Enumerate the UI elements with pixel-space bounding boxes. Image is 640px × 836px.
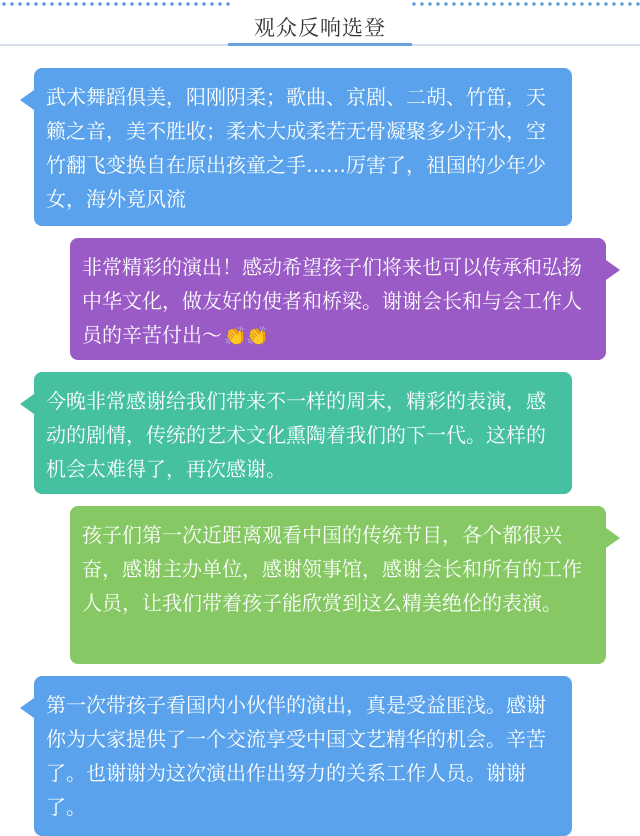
comment-bubble-5 xyxy=(34,676,572,836)
page-title: 观众反响选登 xyxy=(254,16,386,40)
clapping-hands-icon: 👏👏 xyxy=(224,326,269,347)
header-divider-accent xyxy=(228,43,412,46)
comment-text: 武术舞蹈俱美，阳刚阴柔；歌曲、京剧、二胡、竹笛，天籁之音，美不胜收；柔术大成柔若无骨凝聚多少汗水，空竹翻飞变换自在原出孩童之手……厉害了，祖国的少年少女，海外竟风流 xyxy=(46,85,546,211)
comment-bubble-1 xyxy=(34,68,572,226)
comment-text: 第一次带孩子看国内小伙伴的演出，真是受益匪浅。感谢你为大家提供了一个交流享受中国文艺精华的机会。辛苦了。也谢谢为这次演出作出努力的关系工作人员。谢谢了。 xyxy=(46,693,546,819)
decorative-dots-left xyxy=(0,2,230,6)
comment-bubble-3 xyxy=(34,372,572,494)
comment-text: 今晚非常感谢给我们带来不一样的周末，精彩的表演，感动的剧情，传统的艺术文化熏陶着我们的下一代。这样的机会太难得了，再次感谢。 xyxy=(46,389,546,481)
header-divider-left xyxy=(0,44,228,46)
comment-bubble-4 xyxy=(70,506,606,664)
section-header xyxy=(0,0,640,52)
comment-text: 非常精彩的演出！感动希望孩子们将来也可以传承和弘扬中华文化，做友好的使者和桥梁。谢谢会长和与会工作人员的辛苦付出～ xyxy=(82,255,582,347)
comment-bubble-2 xyxy=(70,238,606,360)
header-divider-right xyxy=(412,44,640,46)
comment-text: 孩子们第一次近距离观看中国的传统节目，各个都很兴奋，感谢主办单位，感谢领事馆，感谢会长和所有的工作人员，让我们带着孩子能欣赏到这么精美绝伦的表演。 xyxy=(82,523,582,615)
decorative-dots-right xyxy=(410,2,640,6)
